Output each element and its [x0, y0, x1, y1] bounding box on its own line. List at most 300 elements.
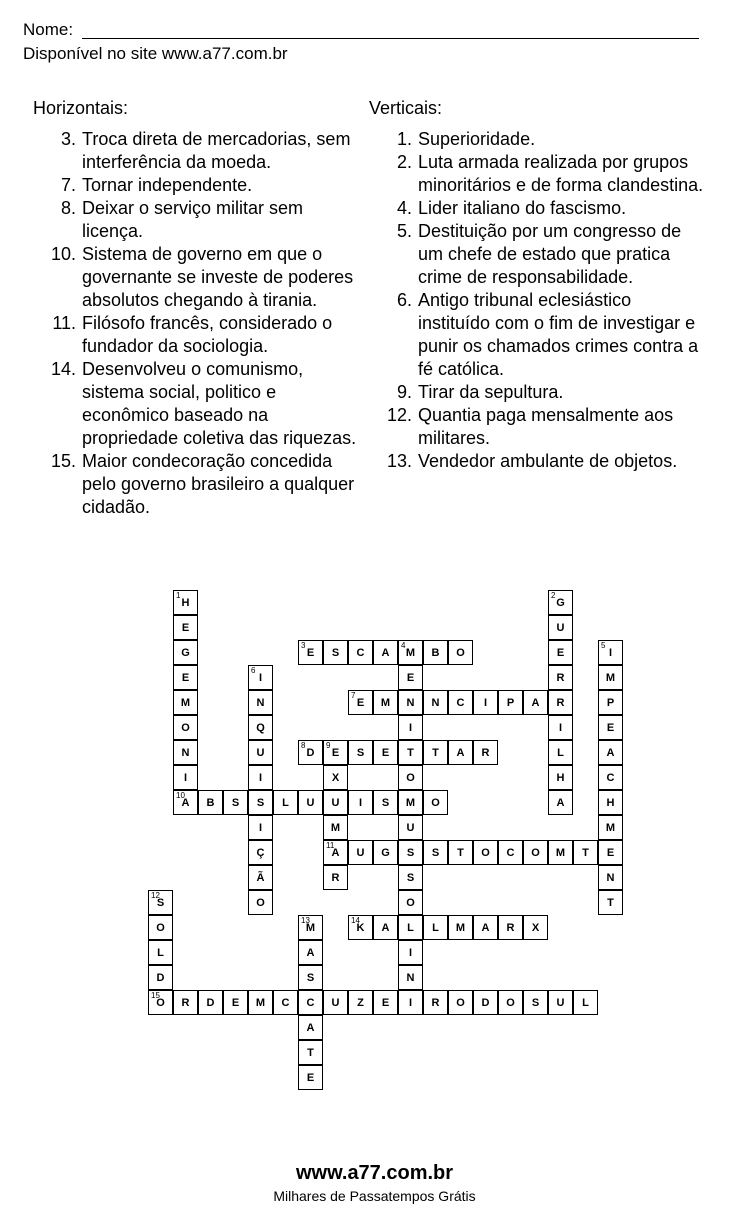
cell-number: 9 [326, 741, 331, 750]
cell-letter: S [356, 747, 365, 759]
grid-cell[interactable] [173, 990, 198, 1015]
cell-letter: T [457, 847, 464, 859]
cell-letter: P [606, 697, 615, 709]
grid-cell[interactable] [598, 740, 623, 765]
cell-letter: I [408, 997, 413, 1009]
grid-cell[interactable] [398, 940, 423, 965]
grid-cell[interactable] [323, 740, 348, 765]
grid-cell[interactable] [373, 740, 398, 765]
cell-letter: P [506, 697, 515, 709]
cell-letter: R [481, 747, 490, 759]
grid-cell[interactable] [523, 840, 548, 865]
cell-letter: N [406, 697, 415, 709]
cell-letter: C [356, 647, 365, 659]
cell-letter: I [408, 722, 413, 734]
cell-letter: O [156, 922, 165, 934]
cell-letter: E [181, 672, 190, 684]
clue-item [45, 174, 365, 197]
cell-letter: U [556, 997, 565, 1009]
grid-cell[interactable] [398, 865, 423, 890]
grid-cell[interactable] [373, 640, 398, 665]
grid-cell[interactable] [173, 640, 198, 665]
grid-cell[interactable] [398, 890, 423, 915]
grid-cell[interactable] [323, 990, 348, 1015]
cell-letter: N [181, 747, 190, 759]
cell-letter: I [258, 672, 263, 684]
cell-letter: O [431, 797, 440, 809]
grid-cell[interactable] [298, 740, 323, 765]
cell-letter: I [558, 722, 563, 734]
cell-letter: E [306, 647, 315, 659]
grid-cell[interactable] [298, 965, 323, 990]
grid-cell[interactable] [248, 765, 273, 790]
grid-cell[interactable] [348, 740, 373, 765]
cell-letter: A [481, 922, 490, 934]
clue-text: Tornar independente. [82, 175, 253, 195]
cell-letter: L [407, 922, 414, 934]
cell-letter: S [231, 797, 240, 809]
grid-cell[interactable] [373, 840, 398, 865]
grid-cell[interactable] [423, 690, 448, 715]
cell-letter: S [306, 972, 315, 984]
cell-letter: X [331, 772, 340, 784]
grid-cell[interactable] [498, 840, 523, 865]
grid-cell[interactable] [523, 990, 548, 1015]
grid-cell[interactable] [348, 690, 373, 715]
cell-letter: M [405, 797, 416, 809]
cell-number: 15 [151, 991, 160, 1000]
grid-cell[interactable] [173, 765, 198, 790]
grid-cell[interactable] [173, 740, 198, 765]
cell-letter: M [405, 647, 416, 659]
cell-letter: I [358, 797, 363, 809]
clue-number: 3. [60, 129, 76, 149]
cell-letter: O [256, 897, 265, 909]
cell-letter: N [406, 972, 415, 984]
grid-cell[interactable] [548, 590, 573, 615]
grid-cell[interactable] [298, 1040, 323, 1065]
cell-letter: S [431, 847, 440, 859]
clue-text: Lider italiano do fascismo. [418, 198, 627, 218]
grid-cell[interactable] [548, 840, 573, 865]
grid-cell[interactable] [323, 790, 348, 815]
grid-cell[interactable] [548, 740, 573, 765]
cell-letter: N [256, 697, 265, 709]
grid-cell[interactable] [348, 990, 373, 1015]
grid-cell[interactable] [248, 840, 273, 865]
cell-letter: B [206, 797, 215, 809]
grid-cell[interactable] [298, 1015, 323, 1040]
clue-item [45, 450, 365, 519]
grid-cell[interactable] [298, 940, 323, 965]
cell-letter: N [606, 872, 615, 884]
grid-cell[interactable] [273, 990, 298, 1015]
grid-cell[interactable] [448, 640, 473, 665]
cell-letter: A [306, 1022, 315, 1034]
cell-letter: G [381, 847, 390, 859]
grid-cell[interactable] [423, 740, 448, 765]
grid-cell[interactable] [473, 690, 498, 715]
grid-cell[interactable] [398, 790, 423, 815]
grid-cell[interactable] [423, 915, 448, 940]
grid-cell[interactable] [598, 890, 623, 915]
grid-cell[interactable] [498, 690, 523, 715]
cell-letter: O [406, 772, 415, 784]
clue-number: 11. [52, 313, 76, 333]
grid-cell[interactable] [298, 640, 323, 665]
grid-cell[interactable] [148, 965, 173, 990]
cell-number: 13 [301, 916, 310, 925]
cell-letter: M [255, 997, 266, 1009]
cell-number: 14 [351, 916, 360, 925]
cell-letter: I [483, 697, 488, 709]
grid-cell[interactable] [448, 840, 473, 865]
cell-letter: M [605, 672, 616, 684]
cell-letter: R [181, 997, 190, 1009]
cell-letter: E [381, 997, 390, 1009]
grid-cell[interactable] [248, 790, 273, 815]
clue-number: 8. [60, 198, 76, 218]
grid-cell[interactable] [323, 840, 348, 865]
cell-number: 1 [176, 591, 181, 600]
grid-cell[interactable] [248, 690, 273, 715]
cell-letter: T [432, 747, 439, 759]
clue-text: Sistema de governo em que o governante se investe de poderes absolutos chegando à tirania. [82, 244, 354, 310]
cell-letter: U [256, 747, 265, 759]
grid-cell[interactable] [348, 840, 373, 865]
grid-cell[interactable] [148, 915, 173, 940]
cell-number: 2 [551, 591, 556, 600]
grid-cell[interactable] [548, 990, 573, 1015]
clue-item [381, 289, 706, 381]
grid-cell[interactable] [298, 915, 323, 940]
cell-letter: R [506, 922, 515, 934]
grid-cell[interactable] [398, 765, 423, 790]
cell-letter: M [555, 847, 566, 859]
grid-cell[interactable] [448, 740, 473, 765]
cell-letter: O [456, 647, 465, 659]
grid-cell[interactable] [198, 790, 223, 815]
cell-letter: H [556, 772, 565, 784]
grid-cell[interactable] [423, 990, 448, 1015]
grid-cell[interactable] [173, 690, 198, 715]
grid-cell[interactable] [398, 840, 423, 865]
grid-cell[interactable] [298, 1065, 323, 1090]
grid-cell[interactable] [598, 815, 623, 840]
grid-cell[interactable] [148, 890, 173, 915]
grid-cell[interactable] [573, 840, 598, 865]
cell-letter: T [407, 747, 414, 759]
grid-cell[interactable] [223, 790, 248, 815]
clue-item [381, 220, 706, 289]
cell-letter: M [455, 922, 466, 934]
clue-item [45, 243, 365, 312]
cell-letter: A [531, 697, 540, 709]
cell-letter: S [381, 797, 390, 809]
cell-letter: E [181, 622, 190, 634]
grid-cell[interactable] [598, 690, 623, 715]
clue-text: Luta armada realizada por grupos minoritários e de forma clandestina. [418, 152, 704, 195]
cell-letter: K [356, 922, 365, 934]
cell-number: 12 [151, 891, 160, 900]
cell-number: 11 [326, 841, 335, 850]
grid-cell[interactable] [398, 965, 423, 990]
clue-text: Quantia paga mensalmente aos militares. [418, 405, 674, 448]
grid-cell[interactable] [323, 865, 348, 890]
cell-letter: S [406, 872, 415, 884]
cell-letter: D [206, 997, 215, 1009]
grid-cell[interactable] [173, 615, 198, 640]
grid-cell[interactable] [248, 665, 273, 690]
grid-cell[interactable] [598, 840, 623, 865]
footer-tagline: Milhares de Passatempos Grátis [273, 1188, 476, 1204]
cell-number: 10 [176, 791, 185, 800]
grid-cell[interactable] [473, 915, 498, 940]
cell-letter: E [606, 847, 615, 859]
cell-letter: O [406, 897, 415, 909]
cell-number: 5 [601, 641, 606, 650]
clue-text: Vendedor ambulante de objetos. [418, 451, 678, 471]
grid-cell[interactable] [548, 790, 573, 815]
cell-letter: E [356, 697, 365, 709]
cell-letter: A [381, 922, 390, 934]
cell-letter: A [331, 847, 340, 859]
cell-letter: B [431, 647, 440, 659]
cell-letter: E [331, 747, 340, 759]
grid-cell[interactable] [548, 615, 573, 640]
grid-cell[interactable] [398, 740, 423, 765]
cell-letter: I [608, 647, 613, 659]
grid-cell[interactable] [348, 640, 373, 665]
clue-item [45, 128, 365, 174]
grid-cell[interactable] [323, 765, 348, 790]
grid-cell[interactable] [548, 715, 573, 740]
cell-letter: A [606, 747, 615, 759]
clue-item [45, 197, 365, 243]
cell-letter: L [282, 797, 289, 809]
grid-cell[interactable] [598, 790, 623, 815]
cell-letter: M [380, 697, 391, 709]
grid-cell[interactable] [523, 915, 548, 940]
cell-letter: I [183, 772, 188, 784]
cell-letter: L [557, 747, 564, 759]
clue-number: 13. [386, 451, 412, 471]
cell-letter: L [157, 947, 164, 959]
cell-letter: C [281, 997, 290, 1009]
clue-number: 6. [396, 290, 412, 310]
clue-text: Tirar da sepultura. [418, 382, 564, 402]
cell-letter: D [481, 997, 490, 1009]
cell-letter: G [556, 597, 565, 609]
cell-letter: L [582, 997, 589, 1009]
grid-cell[interactable] [598, 715, 623, 740]
cell-letter: E [381, 747, 390, 759]
grid-cell[interactable] [598, 665, 623, 690]
cell-letter: I [408, 947, 413, 959]
cell-letter: R [556, 672, 565, 684]
grid-cell[interactable] [398, 915, 423, 940]
grid-cell[interactable] [548, 640, 573, 665]
grid-cell[interactable] [248, 990, 273, 1015]
grid-cell[interactable] [248, 890, 273, 915]
cell-number: 4 [401, 641, 406, 650]
cell-letter: M [180, 697, 191, 709]
cell-letter: C [506, 847, 515, 859]
cell-letter: T [582, 847, 589, 859]
clue-text: Troca direta de mercadorias, sem interferência da moeda. [82, 129, 351, 172]
grid-cell[interactable] [348, 915, 373, 940]
grid-cell[interactable] [248, 865, 273, 890]
grid-cell[interactable] [473, 740, 498, 765]
cell-letter: O [531, 847, 540, 859]
cell-letter: R [431, 997, 440, 1009]
grid-cell[interactable] [398, 665, 423, 690]
cell-number: 3 [301, 641, 306, 650]
grid-cell[interactable] [373, 790, 398, 815]
grid-cell[interactable] [373, 990, 398, 1015]
grid-cell[interactable] [473, 990, 498, 1015]
grid-cell[interactable] [598, 765, 623, 790]
grid-cell[interactable] [248, 740, 273, 765]
clue-text: Superioridade. [418, 129, 536, 149]
cell-letter: U [331, 997, 340, 1009]
cell-letter: M [605, 822, 616, 834]
grid-cell[interactable] [173, 590, 198, 615]
grid-cell[interactable] [548, 765, 573, 790]
grid-cell[interactable] [148, 990, 173, 1015]
grid-cell[interactable] [498, 915, 523, 940]
cell-letter: M [305, 922, 316, 934]
grid-cell[interactable] [473, 840, 498, 865]
clue-number: 2. [396, 152, 412, 172]
grid-cell[interactable] [523, 690, 548, 715]
clue-number: 15. [50, 451, 76, 471]
clue-number: 4. [396, 198, 412, 218]
grid-cell[interactable] [223, 990, 248, 1015]
cell-letter: U [356, 847, 365, 859]
cell-letter: I [258, 772, 263, 784]
grid-cell[interactable] [248, 815, 273, 840]
clue-number: 10. [50, 244, 76, 264]
cell-letter: E [606, 722, 615, 734]
clue-item [381, 197, 706, 220]
clue-item [381, 381, 706, 404]
horizontais-title: Horizontais: [33, 98, 129, 118]
clue-number: 1. [396, 129, 412, 149]
grid-cell[interactable] [373, 915, 398, 940]
clue-item [45, 358, 365, 450]
cell-letter: S [256, 797, 265, 809]
clue-text: Deixar o serviço militar sem licença. [82, 198, 304, 241]
cell-letter: X [531, 922, 540, 934]
clue-item [45, 312, 365, 358]
grid-cell[interactable] [198, 990, 223, 1015]
cell-letter: D [156, 972, 165, 984]
grid-cell[interactable] [398, 640, 423, 665]
grid-cell[interactable] [398, 990, 423, 1015]
grid-cell[interactable] [398, 715, 423, 740]
grid-cell[interactable] [323, 815, 348, 840]
grid-cell[interactable] [548, 690, 573, 715]
grid-cell[interactable] [173, 715, 198, 740]
cell-letter: O [456, 997, 465, 1009]
cell-letter: C [606, 772, 615, 784]
grid-cell[interactable] [173, 665, 198, 690]
grid-cell[interactable] [423, 640, 448, 665]
cell-letter: T [607, 897, 614, 909]
cell-letter: H [181, 597, 190, 609]
name-label: Nome: [23, 20, 74, 39]
grid-cell[interactable] [298, 990, 323, 1015]
cell-letter: A [306, 947, 315, 959]
grid-cell[interactable] [173, 790, 198, 815]
clue-number: 9. [396, 382, 412, 402]
grid-cell[interactable] [373, 690, 398, 715]
cell-letter: U [406, 822, 415, 834]
cell-letter: U [556, 622, 565, 634]
grid-cell[interactable] [148, 940, 173, 965]
cell-letter: Q [256, 722, 265, 734]
horizontais-clue-list [45, 128, 365, 519]
site-line: Disponível no site www.a77.com.br [23, 44, 288, 63]
clue-text: Maior condecoração concedida pelo governo brasileiro a qualquer cidadão. [82, 451, 355, 517]
grid-cell[interactable] [323, 640, 348, 665]
cell-letter: E [231, 997, 240, 1009]
cell-letter: Z [357, 997, 364, 1009]
cell-letter: R [556, 697, 565, 709]
cell-letter: D [306, 747, 315, 759]
grid-cell[interactable] [423, 790, 448, 815]
grid-cell[interactable] [598, 640, 623, 665]
grid-cell[interactable] [398, 690, 423, 715]
grid-cell[interactable] [548, 665, 573, 690]
cell-letter: A [456, 747, 465, 759]
grid-cell[interactable] [448, 690, 473, 715]
cell-letter: O [181, 722, 190, 734]
cell-letter: M [330, 822, 341, 834]
cell-letter: O [481, 847, 490, 859]
clue-text: Destituição por um congresso de um chefe de estado que pratica crime de responsabilidade. [418, 221, 682, 287]
grid-cell[interactable] [398, 815, 423, 840]
cell-letter: E [406, 672, 415, 684]
grid-cell[interactable] [573, 990, 598, 1015]
cell-letter: S [406, 847, 415, 859]
clue-item [381, 450, 706, 473]
cell-letter: S [531, 997, 540, 1009]
grid-cell[interactable] [273, 790, 298, 815]
grid-cell[interactable] [498, 990, 523, 1015]
grid-cell[interactable] [448, 990, 473, 1015]
cell-letter: E [306, 1072, 315, 1084]
grid-cell[interactable] [448, 915, 473, 940]
cell-letter: Ç [256, 847, 265, 859]
grid-cell[interactable] [248, 715, 273, 740]
clue-item [381, 151, 706, 197]
clue-number: 5. [396, 221, 412, 241]
cell-number: 6 [251, 666, 256, 675]
grid-cell[interactable] [348, 790, 373, 815]
grid-cell[interactable] [598, 865, 623, 890]
cell-letter: R [331, 872, 340, 884]
cell-letter: G [181, 647, 190, 659]
cell-letter: L [432, 922, 439, 934]
grid-cell[interactable] [423, 840, 448, 865]
cell-letter: H [606, 797, 615, 809]
cell-letter: S [331, 647, 340, 659]
grid-cell[interactable] [298, 790, 323, 815]
cell-letter: A [381, 647, 390, 659]
cell-letter: N [431, 697, 440, 709]
